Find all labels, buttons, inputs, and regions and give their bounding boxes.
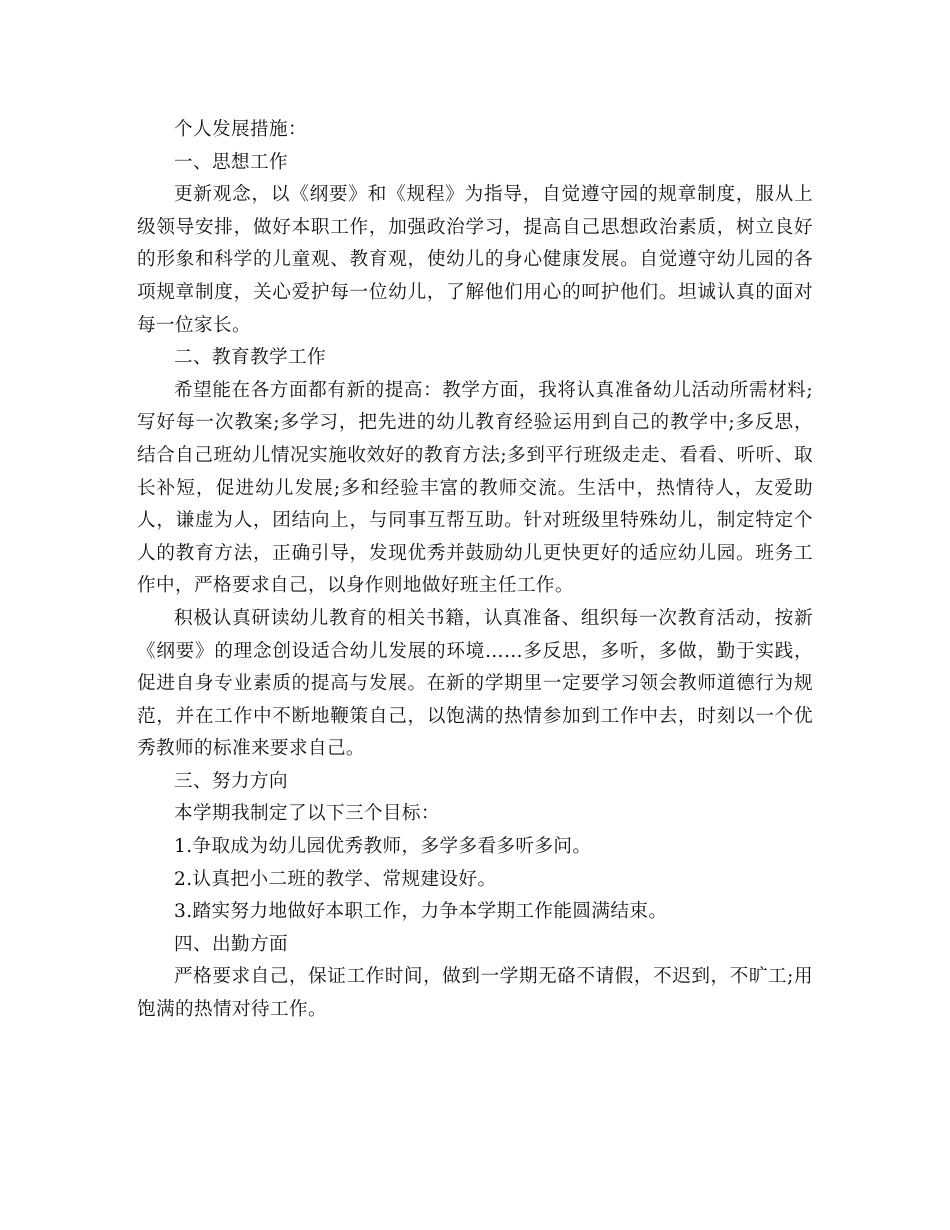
list-item-goal-3: 3.踏实努力地做好本职工作，力争本学期工作能圆满结束。 — [174, 901, 668, 923]
paragraph-ideology: 更新观念，以《纲要》和《规程》为指导，自觉遵守园的规章制度，服从上级领导安排，做好本职工作，加强政治学习，提高自己思想政治素质，树立良好的形象和科学的儿童观、教育观，使幼儿的身心健康发展。自觉遵守幼儿园的各项规章制度，关心爱护每一位幼儿，了解他们用心的呵护他们。坦诚认真的面对每一位家长。 — [137, 184, 813, 336]
heading-personal-development: 个人发展措施： — [174, 119, 307, 140]
section-heading-attendance: 四、出勤方面 — [174, 933, 288, 955]
section-heading-teaching: 二、教育教学工作 — [174, 347, 326, 369]
list-item-goal-1: 1.争取成为幼儿园优秀教师，多学多看多听多问。 — [174, 836, 592, 858]
document-body — [137, 114, 813, 1027]
paragraph-goals-intro: 本学期我制定了以下三个目标： — [174, 803, 440, 825]
paragraph-teaching-1: 希望能在各方面都有新的提高：教学方面，我将认真准备幼儿活动所需材料;写好每一次教案;多学习，把先进的幼儿教育经验运用到自己的教学中;多反思，结合自己班幼儿情况实施收效好的教育方法;多到平行班级走走、看看、听听、取长补短，促进幼儿发展;多和经验丰富的教师交流。生活中，热情待人，友爱助人，谦虚为人，团结向上，与同事互帮互助。针对班级里特殊幼儿，制定特定个人的教育方法，正确引导，发现优秀并鼓励幼儿更快更好的适应幼儿园。班务工作中，严格要求自己，以身作则地做好班主任工作。 — [137, 379, 813, 597]
section-heading-direction: 三、努力方向 — [174, 770, 288, 792]
section-heading-ideology: 一、思想工作 — [174, 151, 288, 173]
paragraph-attendance: 严格要求自己，保证工作时间，做到一学期无硌不请假，不迟到，不旷工;用饱满的热情对待工作。 — [137, 966, 813, 1021]
paragraph-teaching-2: 积极认真研读幼儿教育的相关书籍，认真准备、组织每一次教育活动，按新《纲要》的理念创设适合幼儿发展的环境……多反思，多听，多做，勤于实践，促进自身专业素质的提高与发展。在新的学期里一定要学习领会教师道德行为规范，并在工作中不断地鞭策自己，以饱满的热情参加到工作中去，时刻以一个优秀教师的标准来要求自己。 — [137, 607, 813, 760]
list-item-goal-2: 2.认真把小二班的教学、常规建设好。 — [174, 868, 497, 890]
